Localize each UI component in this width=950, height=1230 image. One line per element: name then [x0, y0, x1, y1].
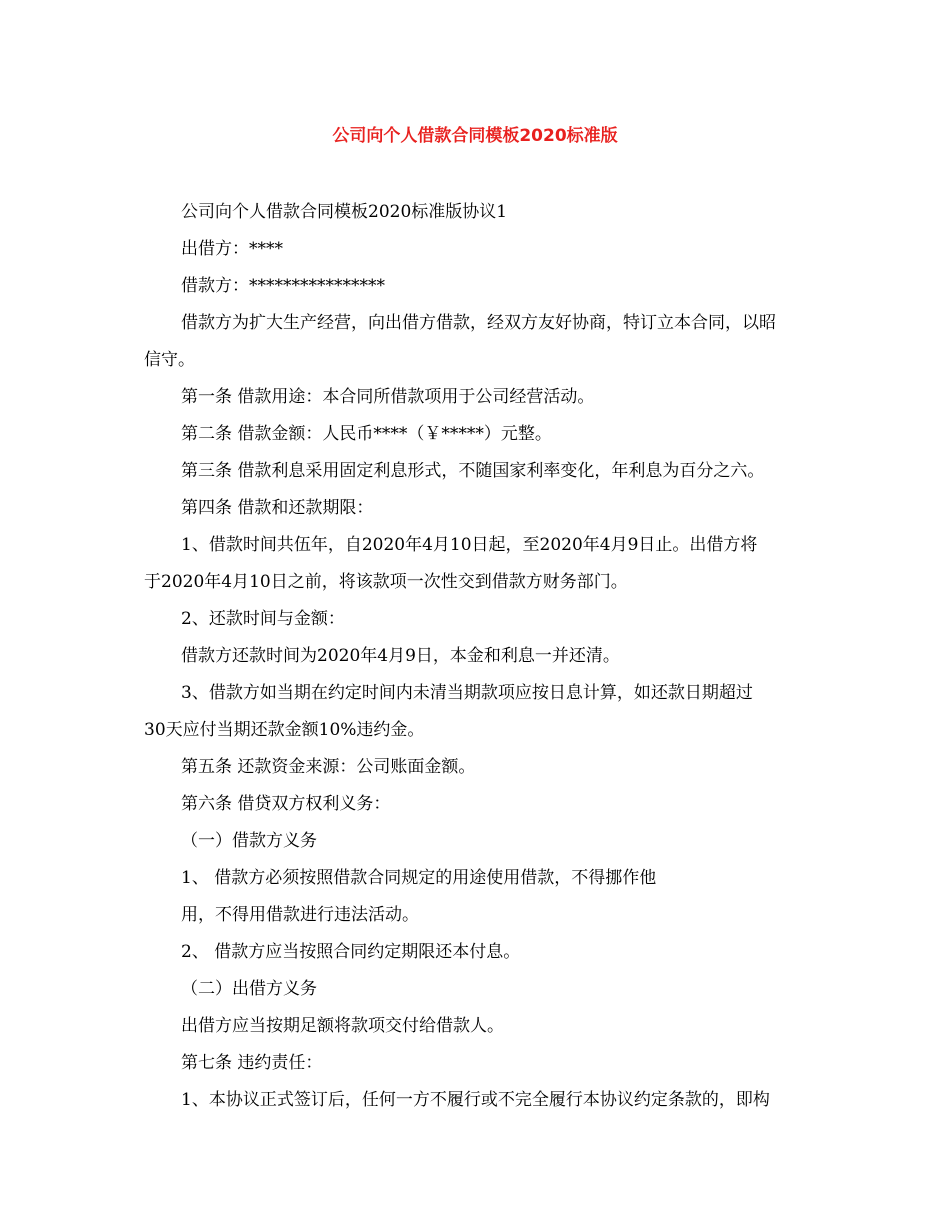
paragraph-line: 第一条 借款用途：本合同所借款项用于公司经营活动。 [181, 387, 595, 407]
paragraph-line: 1、 借款方必须按照借款合同规定的用途使用借款，不得挪作他 [181, 868, 657, 888]
paragraph-line: 第二条 借款金额：人民币****（￥*****）元整。 [181, 424, 552, 444]
document-title: 公司向个人借款合同模板2020标准版 [332, 126, 618, 146]
paragraph-line: 30天应付当期还款金额10%违约金。 [144, 720, 425, 740]
paragraph-line: 第三条 借款利息采用固定利息形式，不随国家利率变化，年利息为百分之六。 [181, 461, 765, 481]
paragraph-line: 3、借款方如当期在约定时间内未清当期款项应按日息计算，如还款日期超过 [181, 683, 753, 703]
document-body [144, 194, 809, 1119]
paragraph-line: 第四条 借款和还款期限： [181, 498, 374, 518]
paragraph-line: 第七条 违约责任： [181, 1053, 323, 1073]
paragraph-line: 用，不得用借款进行违法活动。 [181, 905, 419, 925]
paragraph-line: 借款方还款时间为2020年4月9日，本金和利息一并还清。 [181, 646, 620, 666]
paragraph-line: 第五条 还款资金来源：公司账面金额。 [181, 757, 476, 777]
paragraph-line: 1、本协议正式签订后，任何一方不履行或不完全履行本协议约定条款的，即构 [181, 1090, 770, 1110]
paragraph-line: （一）借款方义务 [181, 831, 317, 851]
paragraph-line: 1、借款时间共伍年，自2020年4月10日起，至2020年4月9日止。出借方将 [181, 535, 758, 555]
paragraph-line: 2、还款时间与金额： [181, 609, 345, 629]
paragraph-line: 第六条 借贷双方权利义务： [181, 794, 391, 814]
paragraph-line: 借款方：**************** [181, 276, 385, 296]
paragraph-line: 信守。 [144, 350, 195, 370]
paragraph-line: 出借方应当按期足额将款项交付给借款人。 [181, 1016, 504, 1036]
paragraph-line: 借款方为扩大生产经营，向出借方借款，经双方友好协商，特订立本合同，以昭 [181, 313, 776, 333]
paragraph-line: 出借方：**** [181, 239, 283, 259]
paragraph-line: 公司向个人借款合同模板2020标准版协议1 [181, 202, 508, 222]
paragraph-line: 2、 借款方应当按照合同约定期限还本付息。 [181, 942, 521, 962]
paragraph-line: （二）出借方义务 [181, 979, 317, 999]
paragraph-line: 于2020年4月10日之前，将该款项一次性交到借款方财务部门。 [144, 572, 628, 592]
